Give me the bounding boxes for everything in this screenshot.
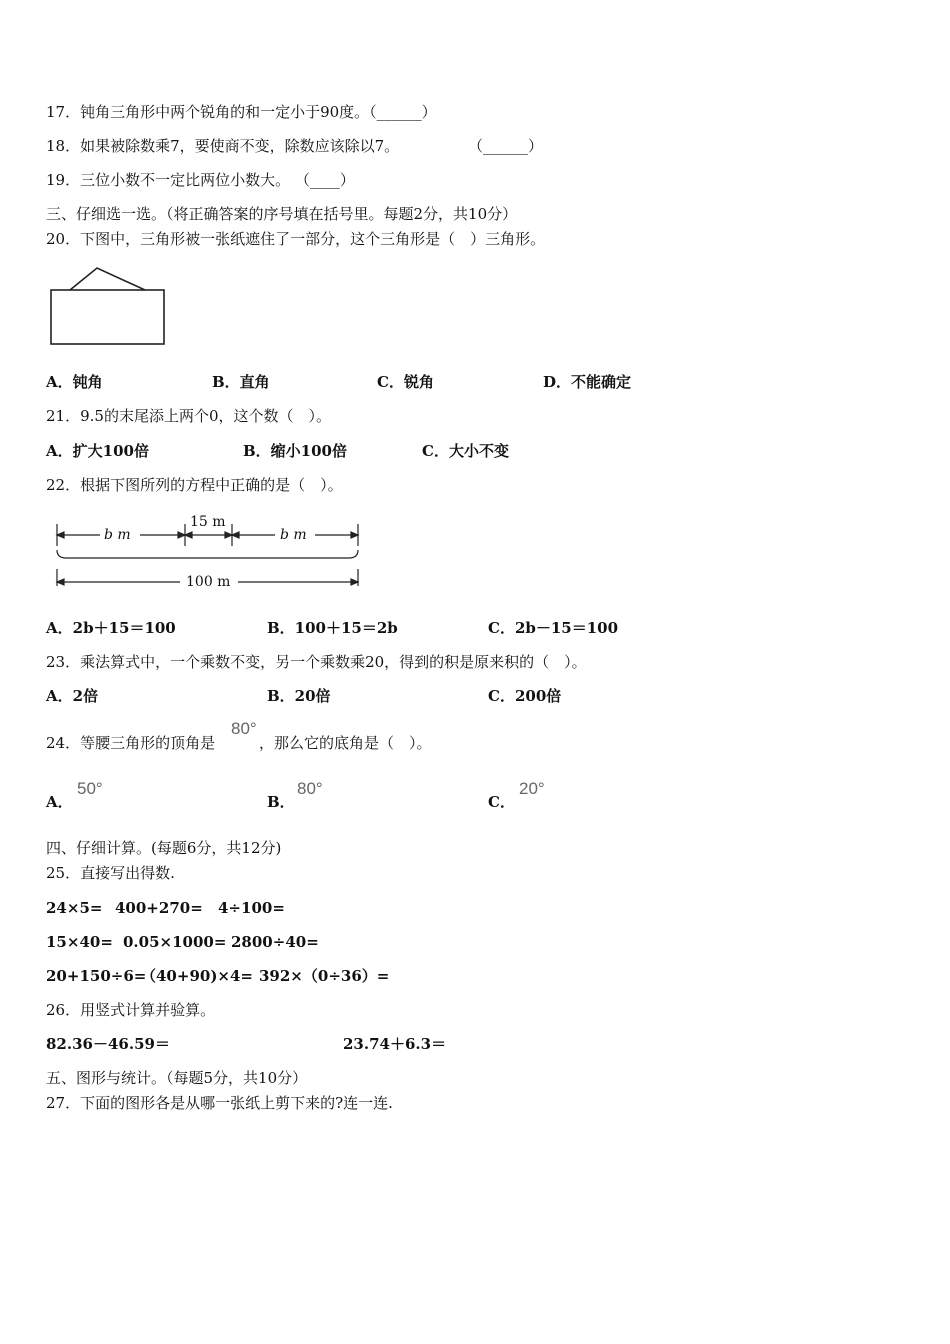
question-21: 21．9.5的末尾添上两个0，这个数（ ）。 [46, 407, 331, 425]
calc-item: 400+270= [115, 899, 203, 917]
q24-option-b-degree: 80° [297, 779, 323, 798]
label-b-right: b m [280, 527, 307, 543]
label-100m: 100 m [186, 574, 231, 590]
q20-option-a: A．钝角 [46, 373, 103, 391]
question-27: 27．下面的图形各是从哪一张纸上剪下来的?连一连. [46, 1094, 393, 1112]
q20-option-b: B．直角 [212, 373, 270, 391]
calc-item: 0.05×1000= [123, 933, 227, 951]
q22-option-a: A．2b＋15＝100 [46, 619, 176, 637]
q24-option-c-label: C． [488, 793, 515, 811]
q24-apex-angle: 80° [231, 719, 257, 738]
q21-option-a: A．扩大100倍 [46, 442, 149, 460]
question-19: 19．三位小数不一定比两位小数大。 （____） [46, 171, 355, 189]
q23-option-b: B．20倍 [267, 687, 331, 705]
calc-item: 24×5= [46, 899, 103, 917]
question-20: 20．下图中，三角形被一张纸遮住了一部分，这个三角形是（ ）三角形。 [46, 230, 546, 248]
vertical-calc-item: 23.74＋6.3＝ [343, 1035, 447, 1053]
question-18: 18．如果被除数乘7，要使商不变，除数应该除以7。 [46, 137, 400, 155]
q21-option-c: C．大小不变 [422, 442, 509, 460]
section-4-heading: 四、仔细计算。(每题6分，共12分) [46, 839, 282, 857]
q20-option-c: C．锐角 [377, 373, 434, 391]
q23-option-c: C．200倍 [488, 687, 562, 705]
q24-option-a-label: A． [46, 793, 73, 811]
question-18-blank: （______） [468, 137, 544, 155]
calc-item: 4÷100= [218, 899, 285, 917]
label-15m: 15 m [190, 514, 226, 530]
q22-option-c: C．2b－15＝100 [488, 619, 619, 637]
q22-option-b: B．100＋15＝2b [267, 619, 398, 637]
question-17: 17．钝角三角形中两个锐角的和一定小于90度。（______） [46, 103, 437, 121]
calc-item: 2800÷40= [231, 933, 319, 951]
q24-option-c-degree: 20° [519, 779, 545, 798]
calc-item: （40+90)×4= [141, 967, 253, 985]
label-b-left: b m [104, 527, 131, 543]
question-23: 23．乘法算式中，一个乘数不变，另一个乘数乘20，得到的积是原来积的（ ）。 [46, 653, 587, 671]
calc-item: 15×40= [46, 933, 113, 951]
section-5-heading: 五、图形与统计。（每题5分，共10分） [46, 1069, 308, 1087]
q23-option-a: A．2倍 [46, 687, 99, 705]
calc-item: 20+150÷6= [46, 967, 147, 985]
question-22: 22．根据下图所列的方程中正确的是（ ）。 [46, 476, 343, 494]
question-25: 25．直接写出得数. [46, 864, 175, 882]
section-3-heading: 三、仔细选一选。（将正确答案的序号填在括号里。每题2分，共10分） [46, 205, 518, 223]
question-26: 26．用竖式计算并验算。 [46, 1001, 216, 1019]
q21-option-b: B．缩小100倍 [243, 442, 347, 460]
question-24-suffix: ，那么它的底角是（ ）。 [259, 734, 432, 752]
q24-option-a-degree: 50° [77, 779, 103, 798]
q20-option-d: D．不能确定 [543, 373, 632, 391]
vertical-calc-item: 82.36－46.59＝ [46, 1035, 170, 1053]
q24-option-b-label: B． [267, 793, 295, 811]
question-24-prefix: 24．等腰三角形的顶角是 [46, 734, 216, 752]
calc-item: 392×（0÷36）= [259, 967, 390, 985]
